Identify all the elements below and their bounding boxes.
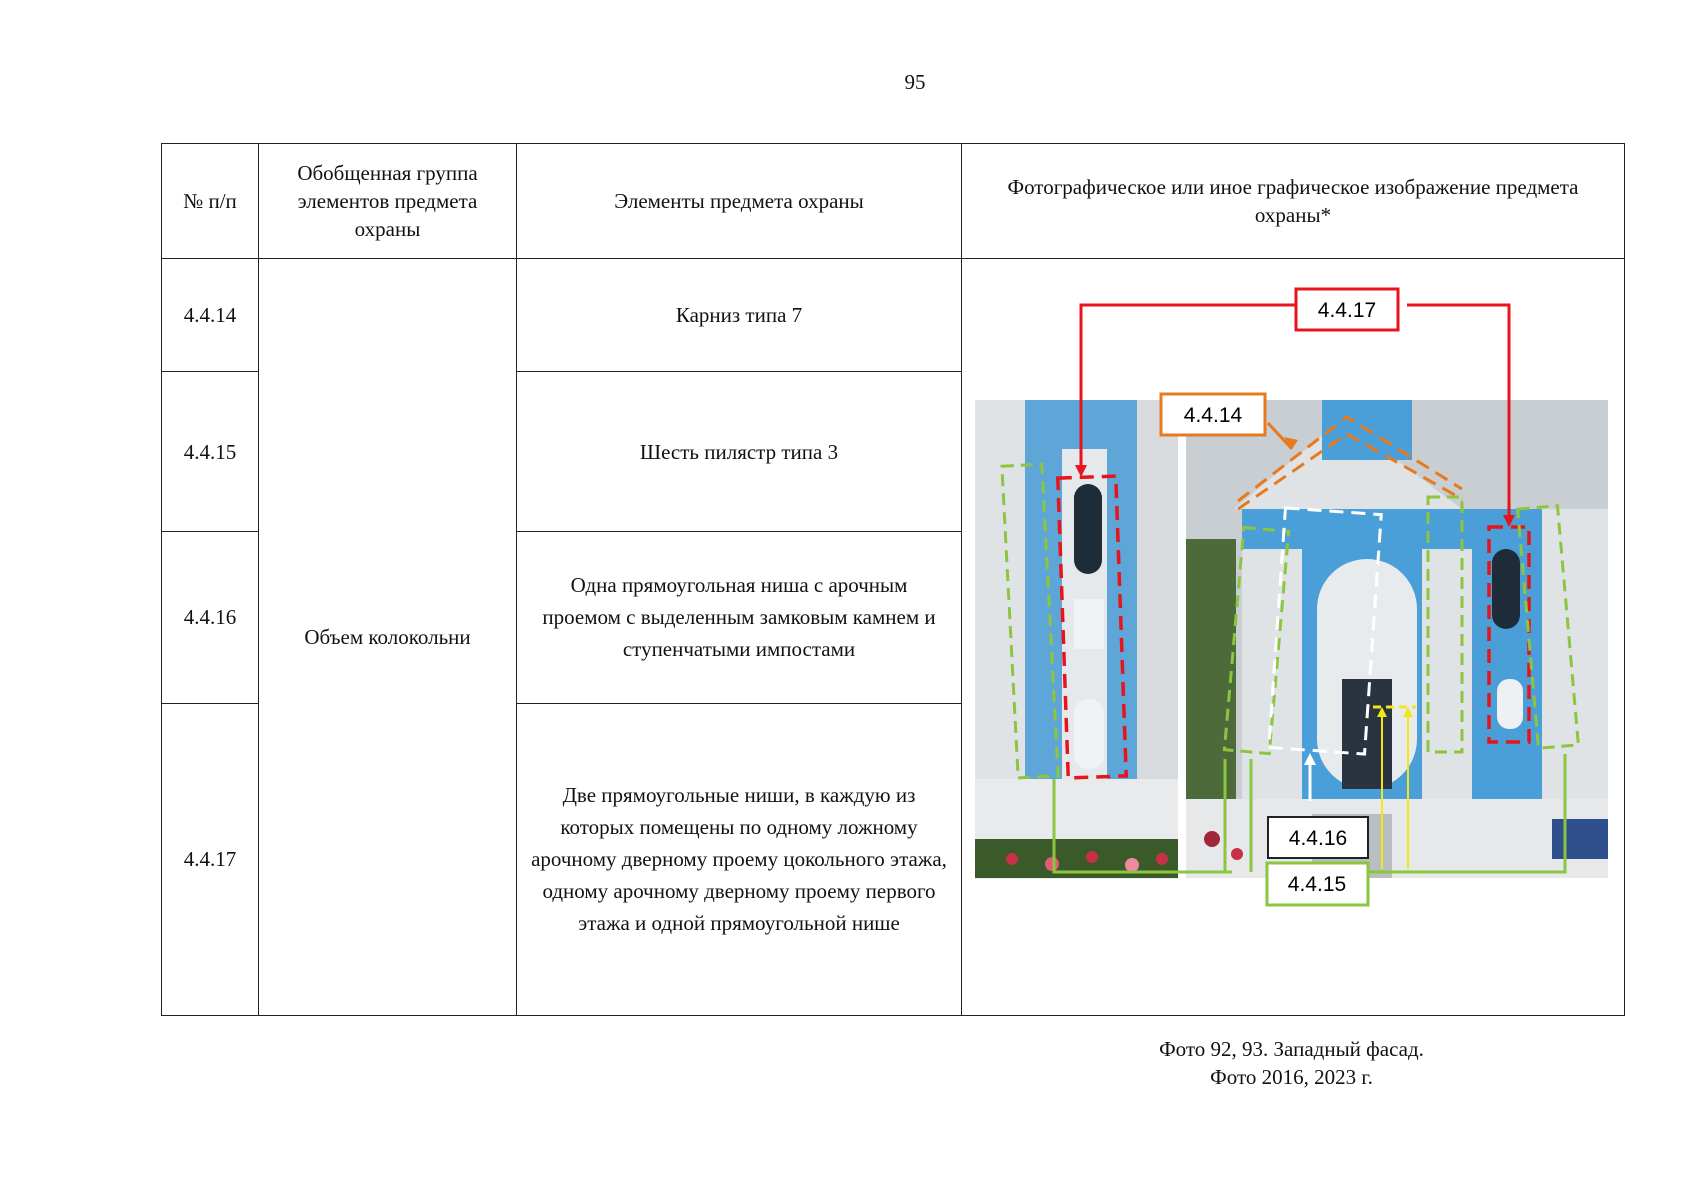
row-element: Карниз типа 7: [517, 259, 962, 372]
caption-line-1: Фото 92, 93. Западный фасад.: [1159, 1037, 1424, 1061]
facade-photo-drawing: [962, 259, 1621, 1015]
group-cell: Объем колокольни: [259, 259, 517, 1016]
photo-92: [975, 400, 1178, 879]
label-4-4-15: 4.4.15: [1287, 873, 1347, 896]
photo-cell: [962, 259, 1625, 1089]
row-num: 4.4.14: [162, 259, 259, 372]
row-element: Две прямоугольные ниши, в каждую из которых помещены по одному ложному арочному дверному проему цокольного этажа, одному арочному дверному проему первого этажа и одной прямоугольной нише: [517, 703, 962, 1015]
row-num: 4.4.17: [162, 703, 259, 1015]
row-element: Одна прямоугольная ниша с арочным проемом с выделенным замковым камнем и ступенчатыми импостами: [517, 532, 962, 703]
header-elements: Элементы предмета охраны: [517, 144, 962, 259]
table-row: [162, 259, 1625, 372]
caption-line-2: Фото 2016, 2023 г.: [1210, 1065, 1373, 1089]
row-num: 4.4.15: [162, 372, 259, 532]
protection-table: [161, 143, 1625, 1089]
photo-figure: [962, 259, 1621, 1089]
row-element: Шесть пилястр типа 3: [517, 372, 962, 532]
label-4-4-17: 4.4.17: [1317, 299, 1377, 322]
photo-93: [1183, 400, 1608, 878]
label-4-4-16: 4.4.16: [1288, 827, 1348, 850]
label-4-4-14: 4.4.14: [1183, 404, 1243, 427]
page-number: 95: [904, 70, 926, 94]
row-num: 4.4.16: [162, 532, 259, 703]
header-photo: Фотографическое или иное графическое изображение предмета охраны*: [962, 144, 1625, 259]
photo-caption: [962, 1035, 1621, 1091]
header-row: [162, 144, 1625, 259]
header-num: № п/п: [162, 144, 259, 259]
header-group: Обобщенная группа элементов предмета охраны: [259, 144, 517, 259]
